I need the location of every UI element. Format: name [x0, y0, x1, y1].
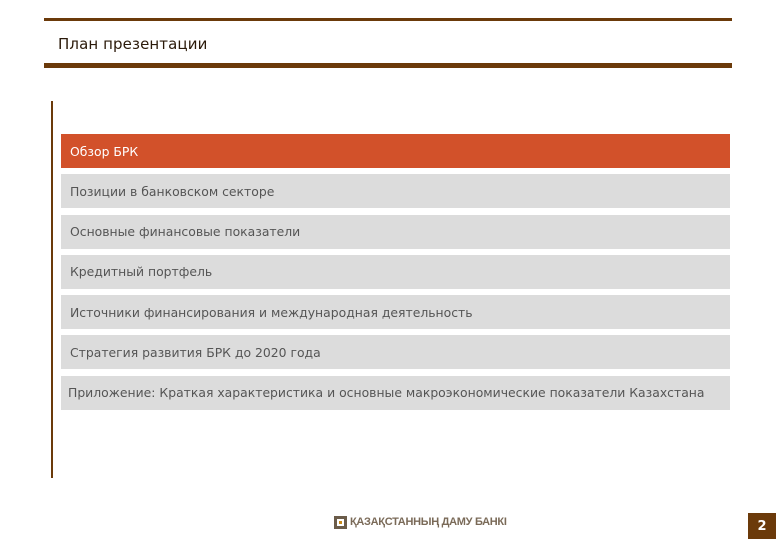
page-title: План презентации — [58, 35, 208, 53]
bank-logo — [334, 514, 507, 530]
left-vertical-divider — [51, 101, 53, 478]
agenda-item-banking-sector[interactable] — [61, 174, 730, 208]
title-divider — [44, 63, 732, 68]
agenda-item-strategy[interactable] — [61, 335, 730, 369]
agenda-list — [61, 134, 730, 416]
agenda-item-funding-sources[interactable] — [61, 295, 730, 329]
agenda-item-label: Приложение: Краткая характеристика и основные макроэкономические показатели Казахстана — [68, 385, 705, 401]
bank-logo-icon — [334, 516, 347, 529]
agenda-item-label: Обзор БРК — [70, 143, 139, 159]
agenda-item-label: Стратегия развития БРК до 2020 года — [70, 344, 321, 360]
page-number-badge: 2 — [748, 513, 776, 539]
top-divider — [44, 18, 732, 21]
agenda-item-financial-indicators[interactable] — [61, 215, 730, 249]
agenda-item-loan-portfolio[interactable] — [61, 255, 730, 289]
agenda-item-overview[interactable] — [61, 134, 730, 168]
agenda-item-label: Позиции в банковском секторе — [70, 183, 275, 199]
bank-logo-text: ҚАЗАҚСТАННЫҢ ДАМУ БАНКІ — [350, 516, 507, 528]
agenda-item-label: Кредитный портфель — [70, 264, 213, 280]
agenda-item-label: Основные финансовые показатели — [70, 224, 301, 240]
agenda-item-label: Источники финансирования и международная деятельность — [70, 304, 473, 320]
agenda-item-appendix[interactable] — [61, 376, 730, 410]
